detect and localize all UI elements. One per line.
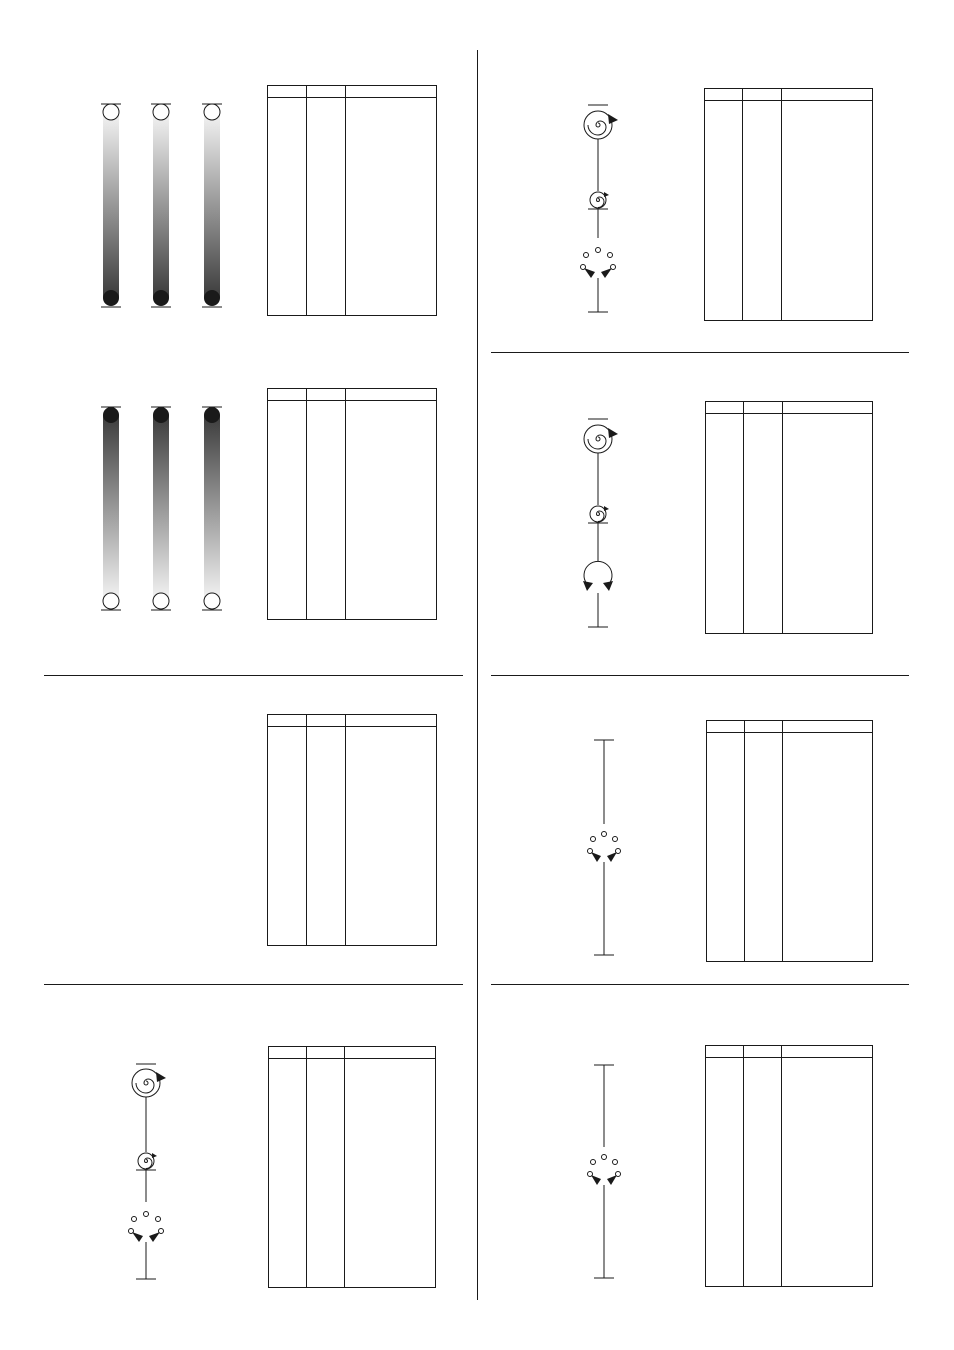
large-spiral-icon xyxy=(584,111,618,139)
legend-table-2 xyxy=(267,388,437,620)
gradient-bar-5 xyxy=(151,407,171,610)
small-spiral-icon xyxy=(588,192,609,209)
large-spiral-icon xyxy=(132,1069,166,1097)
legend-table-1 xyxy=(267,85,437,316)
gradient-bar-1 xyxy=(101,104,121,307)
legend-table-7 xyxy=(706,720,873,962)
gradient-bar-2 xyxy=(151,104,171,307)
section-divider-left-2 xyxy=(44,984,463,985)
dotted-arc-icon xyxy=(588,832,621,863)
large-spiral-icon xyxy=(584,425,618,453)
gradient-bars-figure-dark-top xyxy=(95,403,235,615)
section-divider-right-3 xyxy=(491,984,909,985)
gradient-bar-4 xyxy=(101,407,121,610)
spiral-stack-figure-left xyxy=(115,1062,179,1284)
legend-table-8 xyxy=(705,1045,873,1287)
dotted-arc-line-figure-1 xyxy=(583,738,625,958)
small-spiral-icon xyxy=(588,506,609,523)
legend-table-4 xyxy=(268,1046,436,1288)
legend-table-5 xyxy=(704,88,873,321)
spiral-stack-figure-right-1 xyxy=(567,103,631,315)
gradient-bar-6 xyxy=(202,407,222,610)
legend-table-3 xyxy=(267,714,437,946)
dotted-arc-icon xyxy=(129,1212,164,1243)
column-divider xyxy=(477,50,478,1300)
section-divider-right-2 xyxy=(491,675,909,676)
solid-arc-icon xyxy=(583,561,613,591)
gradient-bar-3 xyxy=(202,104,222,307)
gradient-bars-figure-dark-bottom xyxy=(95,100,235,312)
section-divider-right-1 xyxy=(491,352,909,353)
section-divider-left-1 xyxy=(44,675,463,676)
legend-table-6 xyxy=(705,401,873,634)
small-spiral-icon xyxy=(136,1153,157,1170)
dotted-arc-icon xyxy=(588,1155,621,1186)
dotted-arc-icon xyxy=(581,248,616,279)
spiral-stack-figure-right-2 xyxy=(567,417,631,629)
dotted-arc-line-figure-2 xyxy=(583,1063,625,1283)
